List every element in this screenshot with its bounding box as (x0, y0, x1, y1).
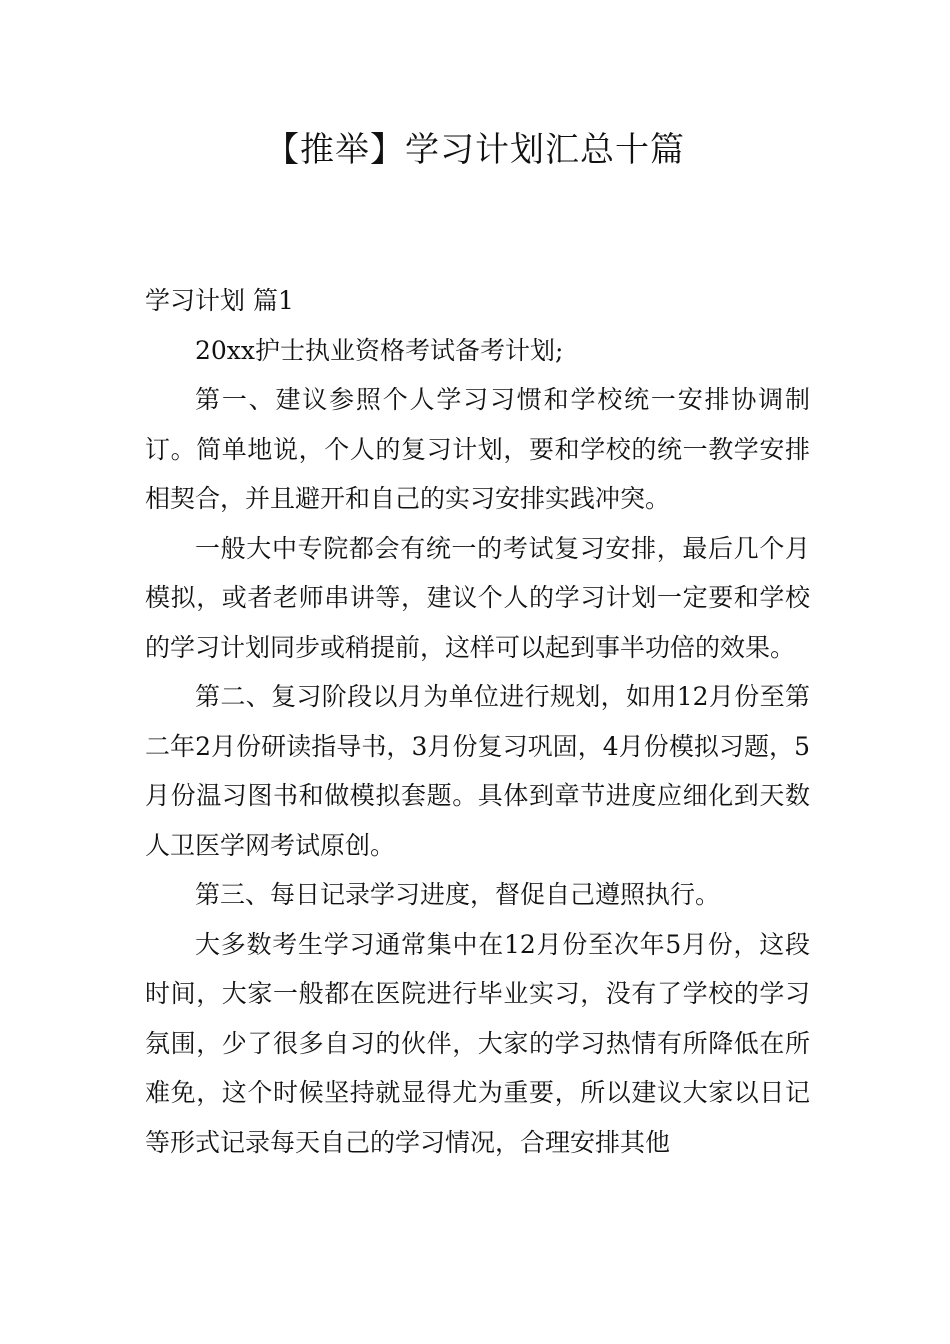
paragraph: 第三、每日记录学习进度，督促自己遵照执行。 (195, 880, 721, 909)
paragraph: 第二、复习阶段以月为单位进行规划，如用12月份至第二年2月份研读指导书，3月份复习巩固，4月份模拟习题，5月份温习图书和做模拟套题。具体到章节进度应细化到天数人卫医学网考试原创。 (145, 682, 810, 860)
paragraph: 大多数考生学习通常集中在12月份至次年5月份，这段时间，大家一般都在医院进行毕业实习，没有了学校的学习氛围，少了很多自习的伙伴，大家的学习热情有所降低在所难免，这个时候坚持就显得尤为重要，所以建议大家以日记等形式记录每天自己的学习情况，合理安排其他 (145, 929, 810, 1157)
paragraph: 第一、建议参照个人学习习惯和学校统一安排协调制订。简单地说，个人的复习计划，要和学校的统一教学安排相契合，并且避开和自己的实习安排实践冲突。 (145, 385, 810, 513)
document-body (145, 276, 810, 1167)
section-heading: 学习计划 篇1 (145, 286, 294, 315)
paragraph: 一般大中专院都会有统一的考试复习安排，最后几个月模拟，或者老师串讲等，建议个人的学习计划一定要和学校的学习计划同步或稍提前，这样可以起到事半功倍的效果。 (145, 533, 810, 662)
document-title: 【推举】学习计划汇总十篇 (265, 130, 685, 170)
paragraph: 20xx护士执业资格考试备考计划; (195, 335, 564, 365)
